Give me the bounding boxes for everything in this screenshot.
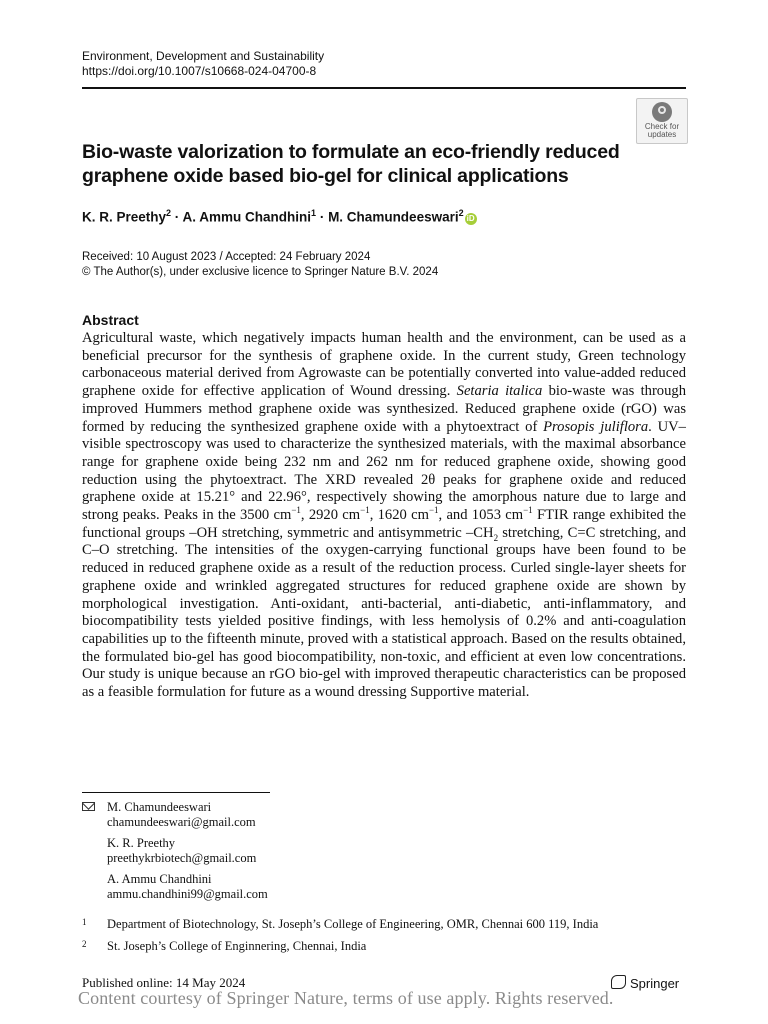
badge-line-2: updates xyxy=(647,130,677,139)
affiliation-1 xyxy=(82,915,598,932)
corresponding-contacts xyxy=(82,800,268,908)
unit-superscript: −1 xyxy=(360,505,370,516)
abstract-text: Agricultural waste, which negatively impacts human health and the environment, can be used as a beneficial precursor for the synthesis of graphene oxide. In the current study, Green technology carbonaceous material derived from Agrowaste can be potentially converted into value-added reduced graphene oxide for effective application of Wound dressing. xyxy=(82,330,686,400)
contact-entry xyxy=(82,836,268,866)
published-online: Published online: 14 May 2024 xyxy=(82,975,246,990)
courtesy-notice: Content courtesy of Springer Nature, terms of use apply. Rights reserved. xyxy=(78,988,614,1008)
contact-name: A. Ammu Chandhini xyxy=(107,872,212,886)
species-name: Setaria italica xyxy=(456,383,543,400)
abstract-text: . UV–visible spectroscopy was used to characterize the synthesized materials, with the maximal absorbance range for graphene oxide being 232 nm and 262 nm for reduced graphene oxide, showing good reduction using the phytoextract. The XRD revealed 2θ peaks for graphene oxide and reduced graphene oxide at 15.21° and 22.96°, respectively showing the amorphous nature due to large and strong peaks. Peaks in the 3500 cm xyxy=(82,418,686,524)
article-dates xyxy=(82,250,438,280)
contact-name: K. R. Preethy xyxy=(107,836,176,850)
author-name[interactable]: K. R. Preethy xyxy=(82,209,167,225)
contact-name: M. Chamundeeswari xyxy=(107,800,212,814)
abstract-text: , 2920 cm xyxy=(300,507,361,524)
chemical-subscript: 2 xyxy=(493,532,499,543)
unit-superscript: −1 xyxy=(291,505,301,516)
envelope-icon xyxy=(82,802,95,811)
affiliation-text: St. Joseph’s College of Enginnering, Chennai, India xyxy=(107,939,367,953)
author-separator: · xyxy=(316,209,329,225)
received-accepted: Received: 10 August 2023 / Accepted: 24 February 2024 xyxy=(82,251,371,263)
unit-superscript: −1 xyxy=(523,505,533,516)
abstract-text: , and 1053 cm xyxy=(438,507,524,524)
springer-horse-icon xyxy=(611,975,626,989)
unit-superscript: −1 xyxy=(428,505,439,516)
author-list xyxy=(82,208,477,225)
copyright-line: © The Author(s), under exclusive licence to Springer Nature B.V. 2024 xyxy=(82,266,439,278)
abstract-text: stretching, C=C stretching, and C–O stretching. The intensities of the oxygen-carrying functional groups have been found to be reduced in reduced graphene oxide as a result of the reduction process. Curled single-layer sheets for graphene oxide and wrinkled aggregated structures for reduced graphene oxide are shown by morphological investigation. Anti-oxidant, anti-bacterial, anti-diabetic, anti-inflammatory, and biocompatibility tests yielded positive findings, with less hemolysis of 0.2% and anti-coagulation capabilities up to the fifteenth minute, proved with a statistical approach. Based on the results obtained, the formulated bio-gel has good biocompatibility, non-toxic, and efficient at even low concentrations. Our study is unique because an rGO bio-gel with improved therapeutic characteristics can be proposed as a feasible formulation for future as a wound dressing Supportive material. xyxy=(82,524,687,701)
species-name: Prosopis juliflora xyxy=(543,418,649,435)
contact-entry xyxy=(82,800,268,830)
doi-link[interactable]: https://doi.org/10.1007/s10668-024-04700-8 xyxy=(82,64,317,78)
affiliation-number: 2 xyxy=(82,939,87,949)
contact-email[interactable]: chamundeeswari@gmail.com xyxy=(107,815,256,829)
paper-title: Bio-waste valorization to formulate an eco-friendly reduced graphene oxide based bio-gel for clinical applications xyxy=(82,141,620,187)
abstract-body xyxy=(82,330,686,702)
publisher-name: Springer xyxy=(630,976,680,991)
author-affiliation-mark: 1 xyxy=(311,208,317,218)
journal-header xyxy=(82,49,324,79)
contact-email[interactable]: preethykrbiotech@gmail.com xyxy=(107,851,257,865)
contact-entry xyxy=(82,872,268,902)
affiliation-number: 1 xyxy=(82,917,87,927)
author-name[interactable]: A. Ammu Chandhini xyxy=(182,209,312,225)
check-for-updates-badge[interactable] xyxy=(636,98,688,144)
abstract-text: bio-waste was through improved Hummers method graphene oxide was synthesized. Reduced graphene oxide (rGO) was formed by reducing the synthesized graphene oxide with a phytoextract of xyxy=(82,383,686,435)
abstract-text: FTIR range exhibited the functional groups –OH stretching, symmetric and antisymmetric –CH xyxy=(82,507,686,541)
author-separator: · xyxy=(171,209,183,225)
affiliation-2 xyxy=(82,937,366,954)
publisher-logo[interactable] xyxy=(611,975,679,991)
contact-email[interactable]: ammu.chandhini99@gmail.com xyxy=(107,887,268,901)
orcid-icon[interactable]: iD xyxy=(466,213,475,223)
author-affiliation-mark: 2 xyxy=(458,208,464,218)
header-rule xyxy=(82,87,686,89)
update-icon xyxy=(652,102,672,122)
abstract-heading: Abstract xyxy=(82,312,139,328)
badge-line-1: Check for xyxy=(644,122,680,131)
journal-name: Environment, Development and Sustainability xyxy=(82,49,325,63)
footnote-rule xyxy=(82,792,270,793)
abstract-text: , 1620 cm xyxy=(369,507,429,524)
author-name[interactable]: M. Chamundeeswari xyxy=(328,209,459,225)
author-affiliation-mark: 2 xyxy=(166,208,172,218)
affiliation-text: Department of Biotechnology, St. Joseph’s College of Engineering, OMR, Chennai 600 119, India xyxy=(107,917,599,931)
